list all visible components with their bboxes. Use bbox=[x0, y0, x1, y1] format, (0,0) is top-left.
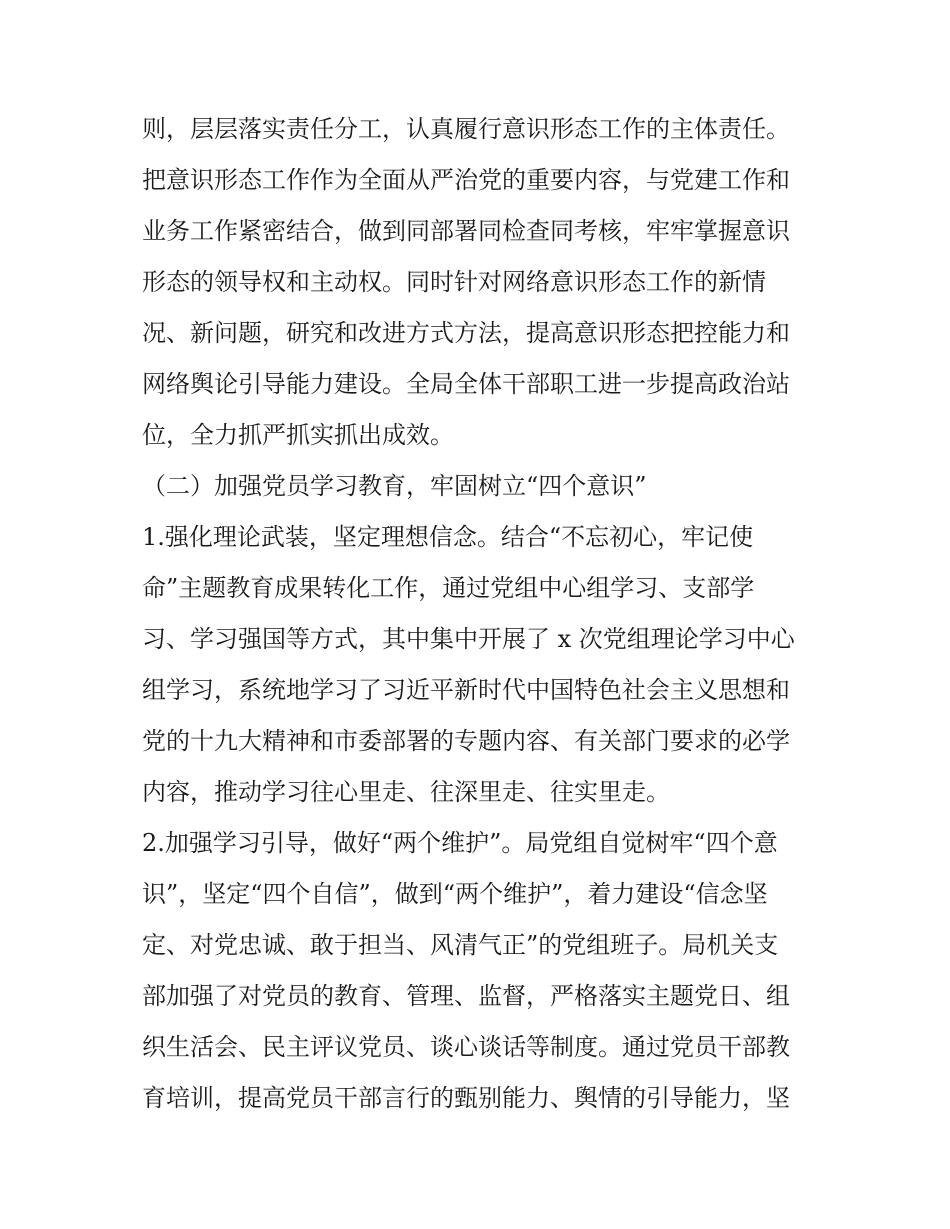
text-line: 习、学习强国等方式，其中集中开展了 x 次党组理论学习中心 bbox=[142, 625, 795, 653]
text-line: 部加强了对党员的教育、管理、监督，严格落实主题党日、组 bbox=[142, 982, 790, 1010]
text-line: 内容，推动学习往心里走、往深里走、往实里走。 bbox=[142, 778, 670, 806]
text-line: 况、新问题，研究和改进方式方法，提高意识形态把控能力和 bbox=[142, 319, 790, 347]
text-line: 识”，坚定“四个自信”，做到“两个维护”，着力建设“信念坚 bbox=[142, 880, 768, 908]
text-line: 则，层层落实责任分工，认真履行意识形态工作的主体责任。 bbox=[142, 115, 790, 143]
text-line: 2.加强学习引导，做好“两个维护”。局党组自觉树牢“四个意 bbox=[142, 829, 778, 857]
text-line: 位，全力抓严抓实抓出成效。 bbox=[142, 421, 454, 449]
text-line: 形态的领导权和主动权。同时针对网络意识形态工作的新情 bbox=[142, 268, 766, 296]
text-line: 网络舆论引导能力建设。全局全体干部职工进一步提高政治站 bbox=[142, 370, 790, 398]
text-line: 命”主题教育成果转化工作，通过党组中心组学习、支部学 bbox=[142, 574, 755, 602]
text-line: 育培训，提高党员干部言行的甄别能力、舆情的引导能力，坚 bbox=[142, 1084, 790, 1112]
text-line: 组学习，系统地学习了习近平新时代中国特色社会主义思想和 bbox=[142, 676, 790, 704]
text-line: 业务工作紧密结合，做到同部署同检查同考核，牢牢掌握意识 bbox=[142, 217, 790, 245]
section-heading: （二）加强党员学习教育，牢固树立“四个意识” bbox=[142, 472, 647, 500]
text-line: 把意识形态工作作为全面从严治党的重要内容，与党建工作和 bbox=[142, 166, 790, 194]
text-line: 织生活会、民主评议党员、谈心谈话等制度。通过党员干部教 bbox=[142, 1033, 790, 1061]
text-line: 党的十九大精神和市委部署的专题内容、有关部门要求的必学 bbox=[142, 727, 790, 755]
text-line: 定、对党忠诚、敢于担当、风清气正”的党组班子。局机关支 bbox=[142, 931, 779, 959]
text-line: 1.强化理论武装，坚定理想信念。结合“不忘初心，牢记使 bbox=[142, 523, 754, 551]
